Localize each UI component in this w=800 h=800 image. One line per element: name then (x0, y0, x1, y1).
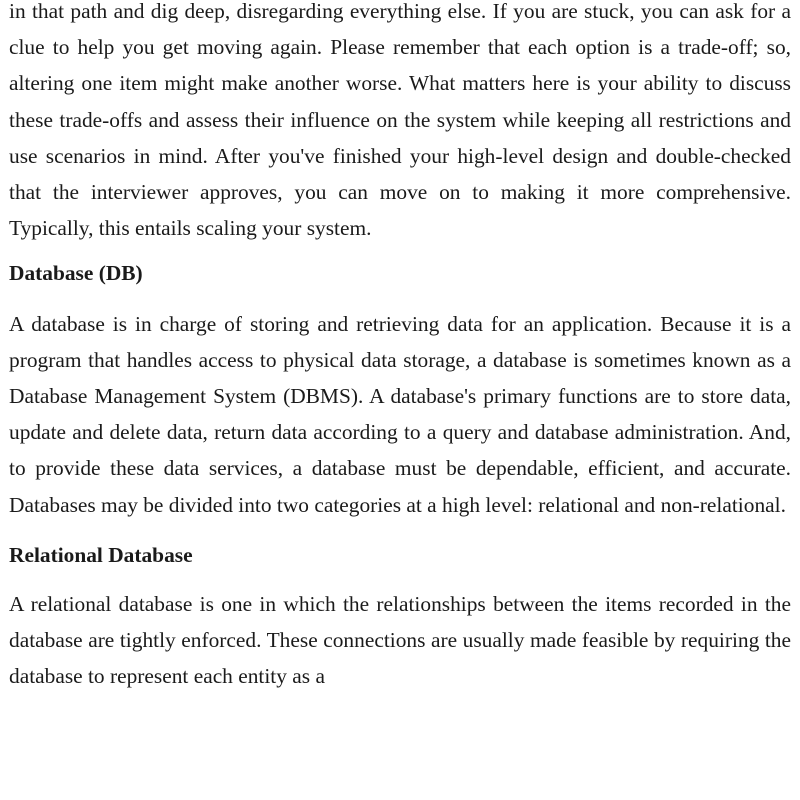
relational-database-heading: Relational Database (9, 542, 193, 567)
relational-database-paragraph: A relational database is one in which the relationships between the items recorded in the database are tightly enforced. These connections are usually made feasible by requiring the database to represent each entity as a (9, 592, 791, 689)
document-body (9, 0, 791, 695)
intro-paragraph: in that path and dig deep, disregarding everything else. If you are stuck, you can ask for a clue to help you get moving again. Please remember that each option is a trade-off; so, altering one item might make another worse. What matters here is your ability to discuss these trade-offs and assess their influence on the system while keeping all restrictions and use scenarios in mind. After you've finished your high-level design and double-checked that the interviewer approves, you can move on to making it more comprehensive. Typically, this entails scaling your system. (9, 0, 791, 241)
database-paragraph: A database is in charge of storing and retrieving data for an application. Because it is a program that handles access to physical data storage, a database is sometimes known as a Database Management System (DBMS). A database's primary functions are to store data, update and delete data, return data according to a query and database administration. And, to provide these data services, a database must be dependable, efficient, and accurate. Databases may be divided into two categories at a high level: relational and non-relational. (9, 311, 791, 517)
database-heading: Database (DB) (9, 261, 143, 286)
